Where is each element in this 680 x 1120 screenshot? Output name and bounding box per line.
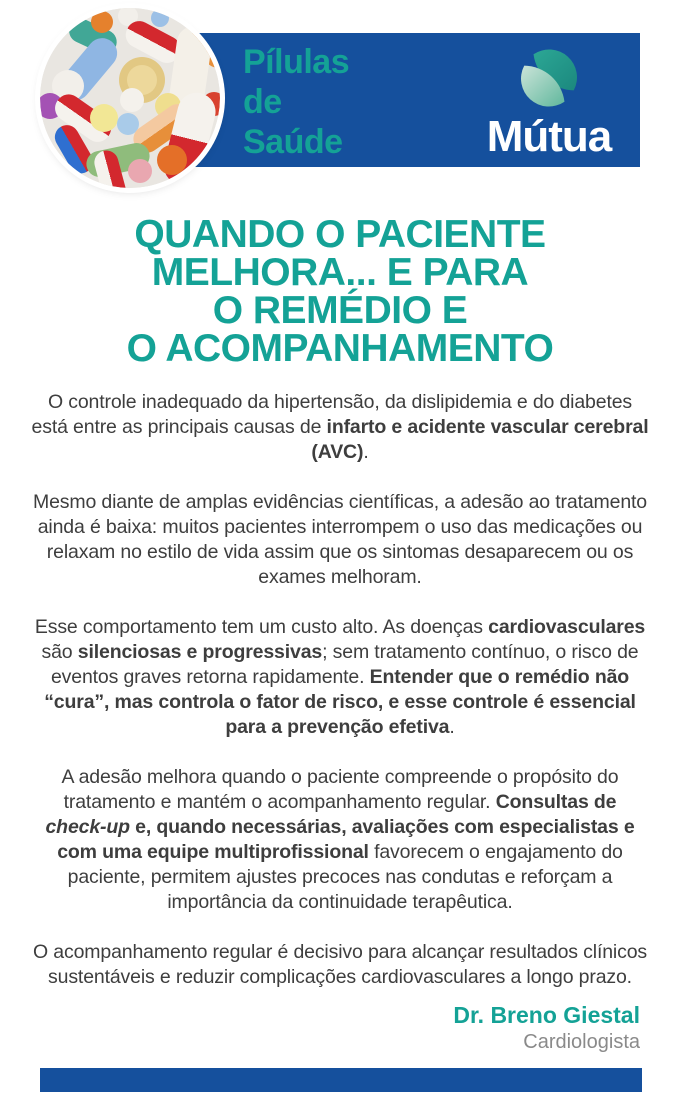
assorted-pills-photo	[40, 8, 220, 188]
text-segment-bold: cardiovasculares	[488, 616, 646, 638]
text-segment: O acompanhamento regular é decisivo para alcançar resultados clínicos sustentáveis e reduzir complicações cardiovasculares a longo prazo.	[33, 941, 647, 988]
article-body	[31, 390, 649, 990]
headline-line: QUANDO O PACIENTE	[134, 213, 546, 256]
text-segment-bold: e, quando necessárias, avaliações com especialistas e com uma equipe multiprofissional	[57, 816, 635, 863]
text-segment: .	[363, 441, 369, 463]
text-segment-bold: Entender que o remédio não “cura”, mas controla o fator de risco, e esse controle é essencial para a prevenção efetiva	[44, 666, 636, 738]
text-segment: são	[41, 641, 78, 663]
text-segment-bold-italic: check-up	[45, 816, 130, 838]
text-segment: ; sem tratamento contínuo, o risco de eventos graves retorna rapidamente.	[50, 641, 639, 688]
footer-bar	[40, 1068, 642, 1092]
pills-illustration	[40, 8, 220, 188]
text-segment-bold: infarto e acidente vascular cerebral (AVC)	[311, 416, 649, 463]
mutua-logo-text: Mútua	[486, 112, 612, 161]
paragraph-2	[31, 490, 649, 590]
masthead-title-line: Saúde	[243, 123, 343, 161]
text-segment: Esse comportamento tem um custo alto. As doenças	[34, 616, 489, 638]
masthead	[0, 0, 680, 190]
text-segment: .	[449, 716, 455, 738]
masthead-title	[243, 42, 349, 162]
signature-role: Cardiologista	[523, 1031, 640, 1053]
text-segment: favorecem o engajamento do paciente, permitem ajustes precoces nas condutas e reforçam a importância da continuidade terapêutica.	[67, 841, 623, 913]
text-segment: Mesmo diante de amplas evidências científicas, a adesão ao tratamento ainda é baixa: muitos pacientes interrompem o uso das medicações ou relaxam no estilo de vida assim que os sintomas desaparecem ou os exames melhoram.	[32, 491, 647, 588]
paragraph-4	[31, 765, 649, 915]
paragraph-5	[31, 940, 649, 990]
text-segment: A adesão melhora quando o paciente compreende o propósito do tratamento e mantém o acompanhamento regular.	[61, 766, 619, 813]
headline-line: O ACOMPANHAMENTO	[126, 327, 554, 370]
swirl-circle-icon	[516, 45, 582, 111]
mutua-logo	[464, 45, 634, 159]
masthead-band	[150, 33, 640, 167]
headline	[0, 213, 680, 370]
signature-name: Dr. Breno Giestal	[453, 1002, 640, 1028]
headline-line: O REMÉDIO E	[212, 289, 468, 332]
text-segment: O controle inadequado da hipertensão, da dislipidemia e do diabetes está entre as principais causas de	[31, 391, 633, 438]
masthead-title-line: Pílulas	[243, 43, 350, 81]
headline-line: MELHORA... E PARA	[151, 251, 529, 294]
text-segment-bold: silenciosas e progressivas	[77, 641, 323, 663]
masthead-title-line: de	[243, 83, 282, 121]
signature-block	[453, 1002, 640, 1054]
text-segment-bold: Consultas de	[495, 791, 617, 813]
paragraph-3	[31, 615, 649, 740]
paragraph-1	[31, 390, 649, 465]
